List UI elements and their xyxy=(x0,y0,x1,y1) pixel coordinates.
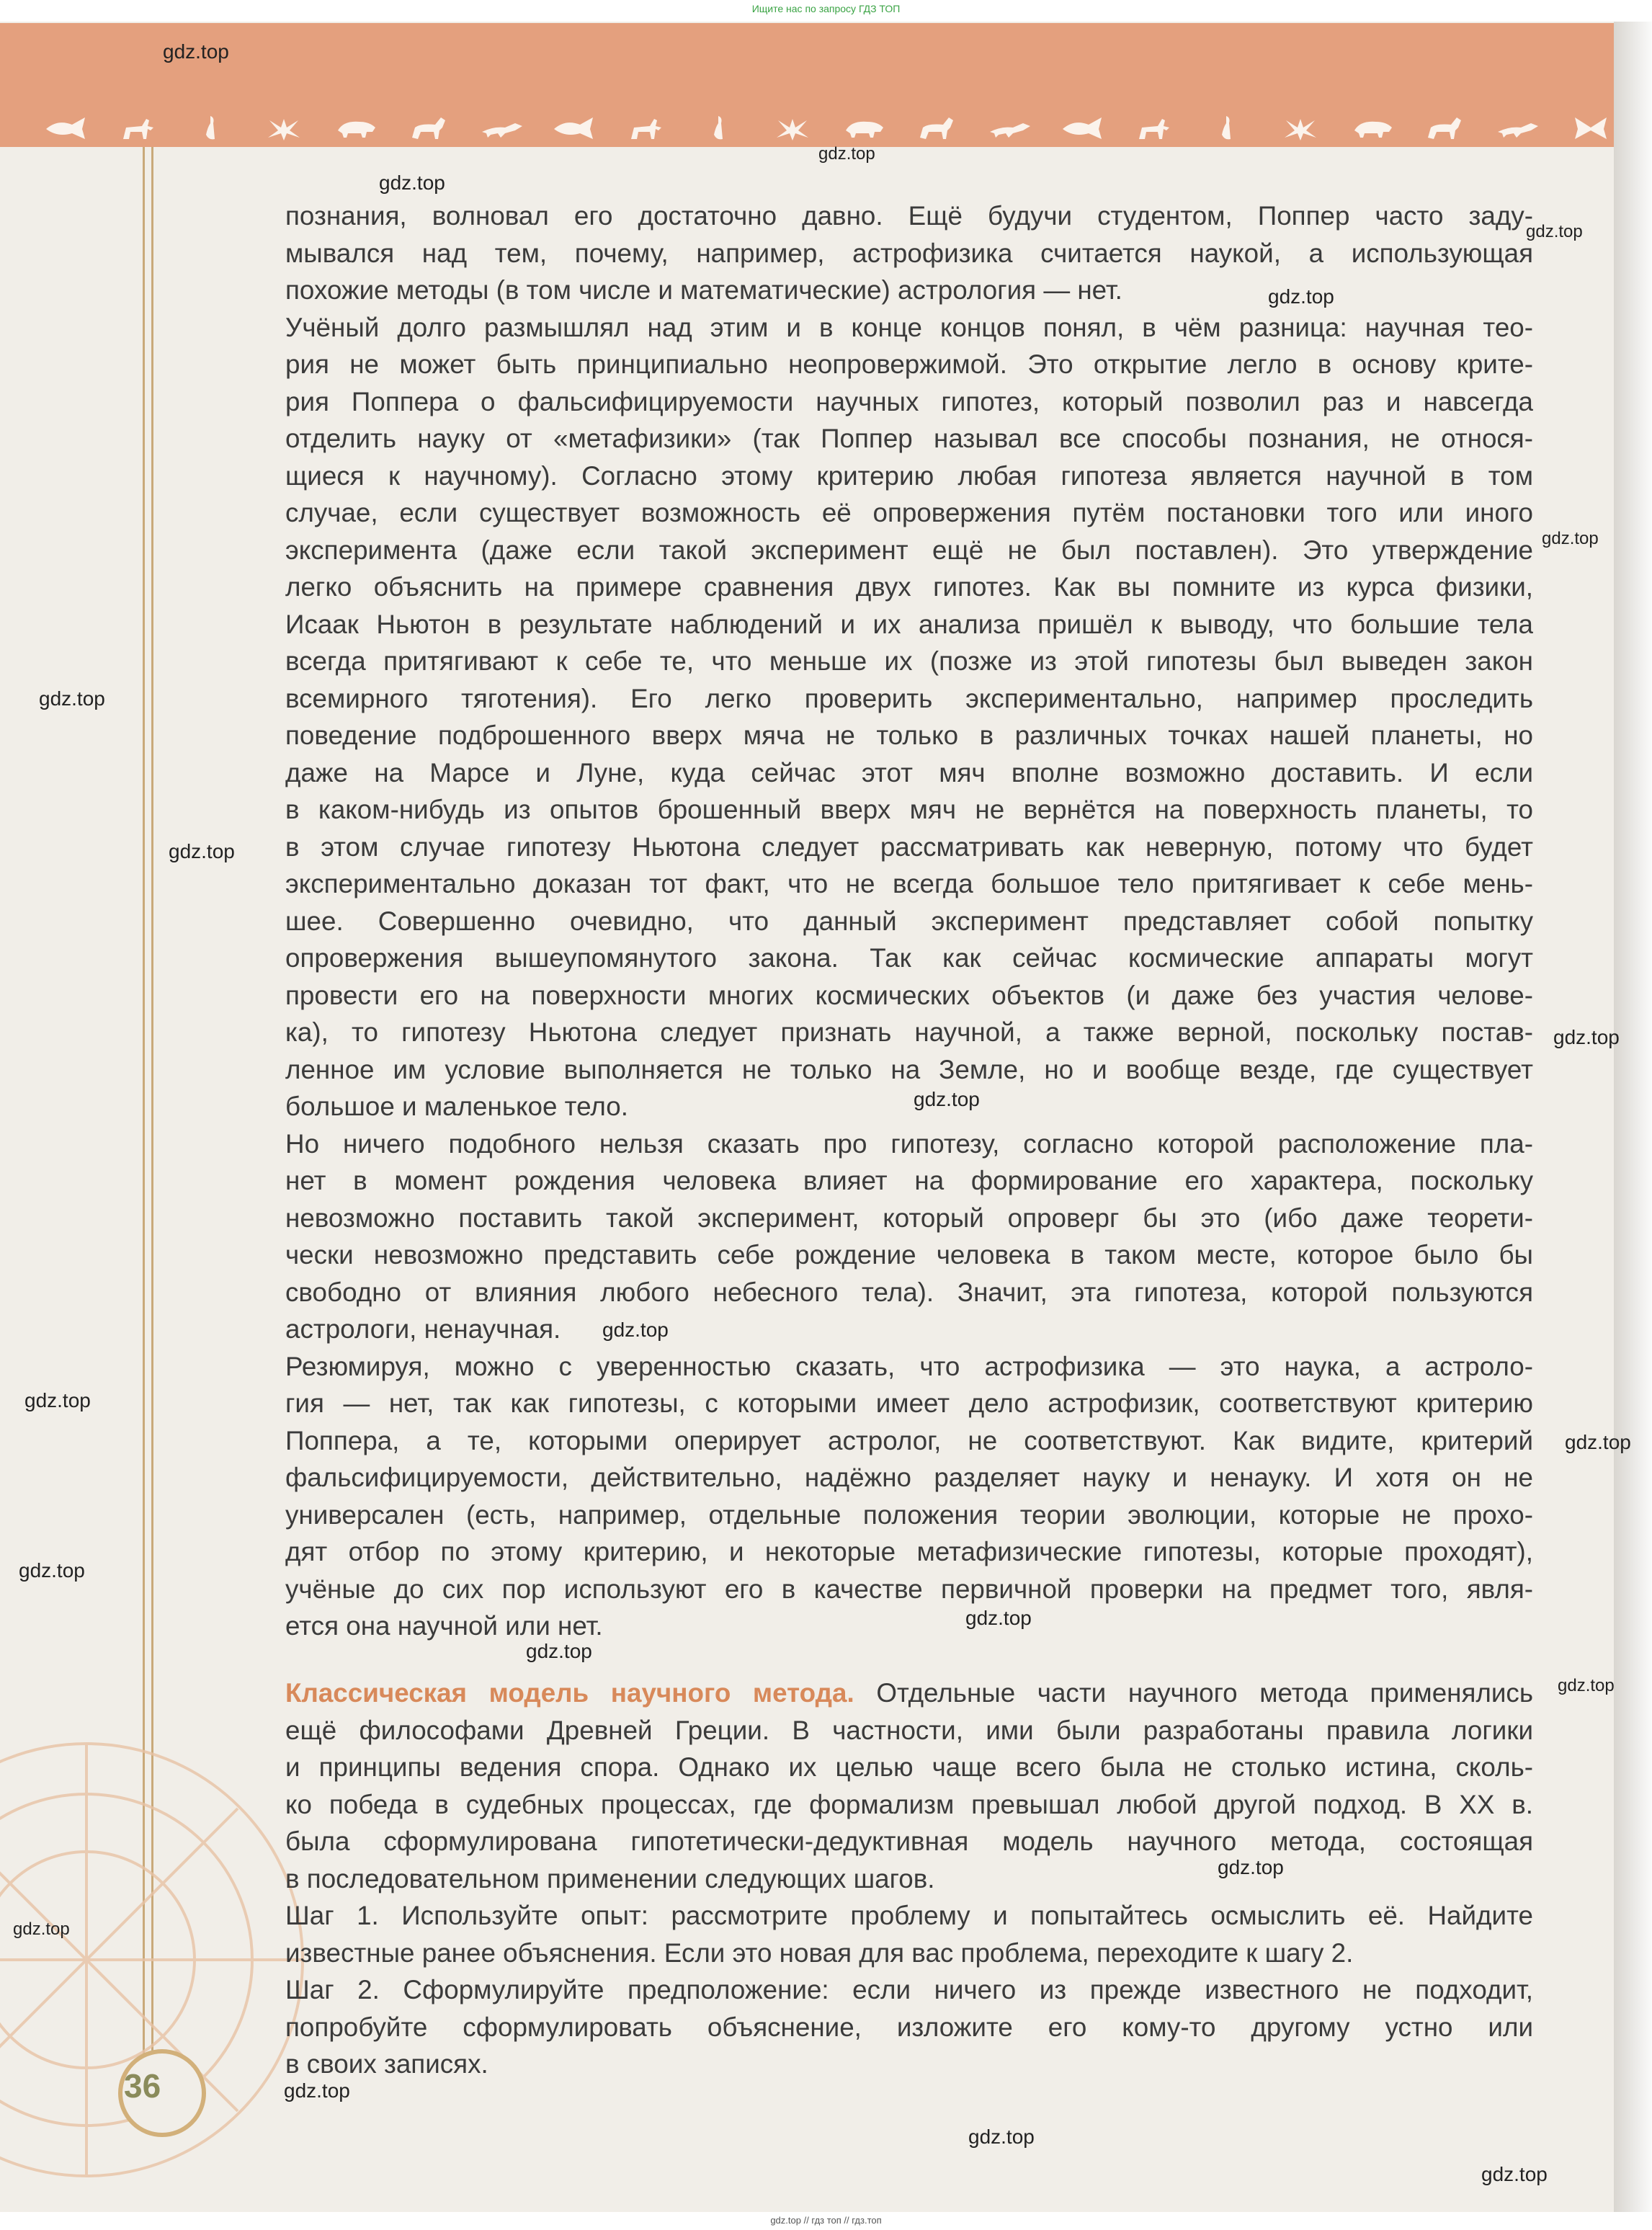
insect-icon xyxy=(1277,113,1323,142)
bird-icon xyxy=(697,113,743,142)
fish-icon xyxy=(551,113,597,142)
watermark: gdz.top xyxy=(1542,529,1599,548)
text-line: ещё философами Древней Греции. В частности, ими были разработаны правила логики xyxy=(285,1715,1533,1745)
watermark: gdz.top xyxy=(1526,222,1583,241)
text-line: чески невозможно представить себе рождение человека в таком месте, которое было бы xyxy=(285,1240,1533,1270)
text-line: познания, волновал его достаточно давно. Ещё будучи студентом, Поппер часто заду- xyxy=(285,201,1533,231)
text-line: в последовательном применении следующих шагов. xyxy=(285,1863,935,1894)
footer-note: gdz.top // гдз топ // гдз.топ xyxy=(770,2215,882,2226)
text-line: универсален (есть, например, отдельные положения теории эволюции, которые не прохо- xyxy=(285,1499,1533,1530)
text-line: в каком-нибудь из опытов брошенный вверх мяч не вернётся на поверхность планеты, то xyxy=(285,795,1533,824)
watermark: gdz.top xyxy=(13,1919,70,1939)
section-first-line-rest: Отдельные части научного метода применялись xyxy=(854,1678,1533,1708)
watermark: gdz.top xyxy=(39,687,105,710)
text-line: астрологи, ненаучная. xyxy=(285,1314,561,1344)
text-line: даже на Марсе и Луне, куда сейчас этот мяч вполне возможно доставить. И если xyxy=(285,757,1533,788)
watermark: gdz.top xyxy=(379,171,445,194)
text-line: эксперимента (даже если такой эксперимент ещё не был поставлен). Это утверждение xyxy=(285,535,1533,565)
watermark: gdz.top xyxy=(968,2126,1035,2148)
horse-icon xyxy=(914,113,960,142)
text-line: легко объяснить на примере сравнения двух гипотез. Как вы помните из курса физики, xyxy=(285,572,1533,602)
text-line: Шаг 2. Сформулируйте предположение: если ничего из прежде известного не подходит, xyxy=(285,1975,1533,2004)
lizard-icon xyxy=(479,113,525,142)
watermark: gdz.top xyxy=(1565,1431,1631,1453)
text-line: мывался над тем, почему, например, астрофизика считается наукой, а использующая xyxy=(285,238,1533,268)
text-line: всегда притягивают к себе те, что меньше их (позже из этой гипотезы был выведен закон xyxy=(285,646,1533,676)
text-line: фальсифицируемости, действительно, надёжно разделяет науку и ненауку. И хотя он не xyxy=(285,1463,1533,1492)
watermark: gdz.top xyxy=(1558,1676,1615,1695)
boar-icon xyxy=(841,113,888,142)
text-line: всемирного тяготения). Его легко проверить экспериментально, например проследить xyxy=(285,683,1533,713)
text-line: случае, если существует возможность её опровержения путём постановки того или иного xyxy=(285,498,1533,527)
text-line: свободно от влияния любого небесного тела). Значит, эта гипотеза, которой пользуются xyxy=(285,1277,1533,1307)
text-line: дят отбор по этому критерию, и некоторые метафизические гипотезы, которые проходят), xyxy=(285,1537,1533,1566)
text-line: Шаг 1. Используйте опыт: рассмотрите проблему и попытайтесь осмыслить её. Найдите xyxy=(285,1901,1533,1930)
page-number: 36 xyxy=(124,2067,161,2105)
page-fold-shadow xyxy=(1614,22,1652,2212)
text-line: учёные до сих пор используют его в качестве первичной проверки на предмет того, явля- xyxy=(285,1574,1533,1604)
text-line: экспериментально доказан тот факт, что не всегда большое тело притягивает к себе мень- xyxy=(285,869,1533,898)
text-line: Поппера, а те, которыми оперирует астролог, не соответствуют. Как видите, критерий xyxy=(285,1425,1533,1455)
boar-icon xyxy=(334,113,380,142)
text-line: гия — нет, так как гипотезы, с которыми имеет дело астрофизик, соответствуют критерию xyxy=(285,1388,1533,1418)
deer-icon xyxy=(624,113,670,142)
horse-icon xyxy=(406,113,452,142)
watermark: gdz.top xyxy=(602,1319,669,1341)
watermark: gdz.top xyxy=(914,1088,980,1110)
section-first-line xyxy=(285,1674,1533,1712)
top-banner xyxy=(0,23,1614,147)
text-line: нет в момент рождения человека влияет на формирование его характера, поскольку xyxy=(285,1166,1533,1195)
text-line: рия Поппера о фальсифицируемости научных гипотез, который позволил раз и навсегда xyxy=(285,386,1533,416)
text-line: в своих записях. xyxy=(285,2049,488,2079)
watermark: gdz.top xyxy=(1268,285,1334,308)
text-line: поведение подброшенного вверх мяча не только в различных точках нашей планеты, но xyxy=(285,721,1533,750)
watermark: gdz.top xyxy=(1218,1856,1284,1878)
text-line: Но ничего подобного нельзя сказать про гипотезу, согласно которой расположение пла- xyxy=(285,1128,1533,1159)
text-line: попробуйте сформулировать объяснение, изложите его кому-то другому устно или xyxy=(285,2012,1533,2042)
text-line: в этом случае гипотезу Ньютона следует рассматривать как неверную, потому что будет xyxy=(285,831,1533,862)
section-heading: Классическая модель научного метода. xyxy=(285,1678,854,1708)
text-line: ко победа в судебных процессах, где формализм превышал любой другой подход. В XX в. xyxy=(285,1789,1533,1819)
fish-icon xyxy=(1060,113,1106,142)
watermark: gdz.top xyxy=(818,144,875,164)
watermark: gdz.top xyxy=(284,2079,350,2102)
text-line: отделить науку от «метафизики» (так Поппер называл все способы познания, не относя- xyxy=(285,424,1533,453)
text-line: ется она научной или нет. xyxy=(285,1611,603,1641)
text-line: провести его на поверхности многих космических объектов (и даже без участия челове- xyxy=(285,980,1533,1010)
watermark: gdz.top xyxy=(1481,2163,1548,2185)
text-line: невозможно поставить такой эксперимент, который опроверг бы это (ибо даже теорети- xyxy=(285,1203,1533,1233)
bird-icon xyxy=(1205,113,1251,142)
lizard-icon xyxy=(987,113,1033,142)
text-line: опровержения вышеупомянутого закона. Так как сейчас космические аппараты могут xyxy=(285,943,1533,973)
watermark: gdz.top xyxy=(24,1389,91,1411)
deer-icon xyxy=(1132,113,1178,142)
insect-icon xyxy=(261,113,307,142)
text-line: известные ранее объяснения. Если это новая для вас проблема, переходите к шагу 2. xyxy=(285,1937,1354,1968)
text-line: ленное им условие выполняется не только на Земле, но и вообще везде, где существует xyxy=(285,1054,1533,1084)
bird-icon xyxy=(189,113,235,142)
text-line: рия не может быть принципиально неопровержимой. Это открытие легло в основу крите- xyxy=(285,349,1533,379)
horse-icon xyxy=(1422,113,1468,142)
watermark: gdz.top xyxy=(163,40,229,63)
butterfly-icon xyxy=(1568,113,1614,142)
watermark: gdz.top xyxy=(19,1559,85,1582)
text-line: Исаак Ньютон в результате наблюдений и их анализа пришёл к выводу, что большие тела xyxy=(285,609,1533,639)
watermark: gdz.top xyxy=(1553,1026,1620,1048)
text-line: похожие методы (в том числе и математические) астрология — нет. xyxy=(285,275,1122,305)
main-text xyxy=(285,197,1533,1645)
lizard-icon xyxy=(1495,113,1541,142)
insect-icon xyxy=(769,113,816,142)
fish-icon xyxy=(43,113,89,142)
text-line: Резюмируя, можно с уверенностью сказать, что астрофизика — это наука, а астроло- xyxy=(285,1351,1533,1381)
text-line: Учёный долго размышлял над этим и в конце концов понял, в чём разница: научная тео- xyxy=(285,312,1533,342)
text-line: ка), то гипотезу Ньютона следует признать научной, а также верной, поскольку постав- xyxy=(285,1017,1533,1047)
watermark: gdz.top xyxy=(526,1640,592,1662)
watermark: gdz.top xyxy=(965,1607,1032,1629)
text-line: шее. Совершенно очевидно, что данный эксперимент представляет собой попытку xyxy=(285,906,1533,936)
section-scientific-method xyxy=(285,1674,1533,2083)
boar-icon xyxy=(1350,113,1396,142)
deer-icon xyxy=(116,113,162,142)
text-line: и принципы ведения спора. Однако их целью чаще всего была не столько истина, сколь- xyxy=(285,1752,1533,1782)
header-note: Ищите нас по запросу ГДЗ ТОП xyxy=(751,3,901,14)
text-line: большое и маленькое тело. xyxy=(285,1092,628,1121)
watermark: gdz.top xyxy=(169,840,235,862)
text-line: была сформулирована гипотетически-дедуктивная модель научного метода, состоящая xyxy=(285,1827,1533,1856)
text-line: щиеся к научному). Согласно этому критерию любая гипотеза является научной в том xyxy=(285,460,1533,491)
